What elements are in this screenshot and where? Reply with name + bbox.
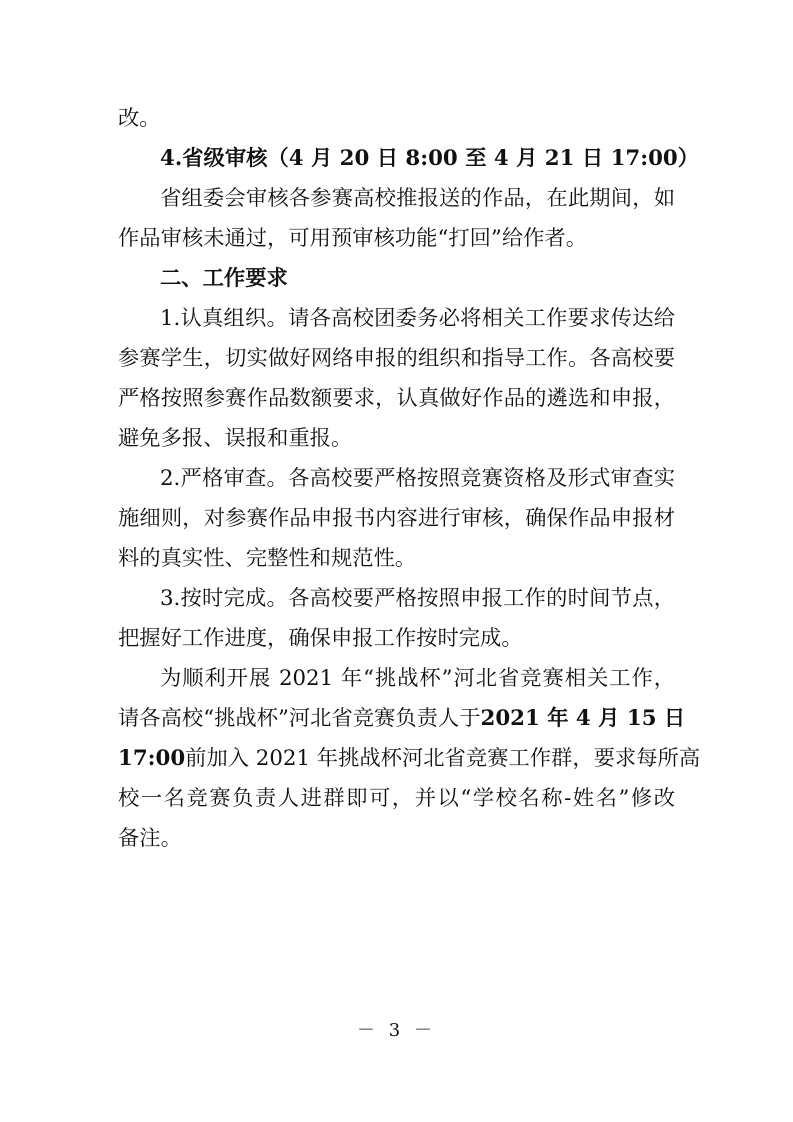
- text-line: 省组委会审核各参赛高校推报送的作品，在此期间，如: [160, 186, 675, 211]
- section-heading: 4.省级审核（4 月 20 日 8:00 至 4 月 21 日 17:00）: [160, 146, 700, 171]
- text-line: [118, 744, 701, 774]
- text-line: 料的真实性、完整性和规范性。: [118, 546, 417, 571]
- text-line: 校一名竞赛负责人进群即可，并以“学校名称-姓名”修改: [118, 786, 675, 811]
- text-line: 3.按时完成。各高校要严格按照申报工作的时间节点，: [160, 586, 675, 611]
- text-line: 严格按照参赛作品数额要求，认真做好作品的遴选和申报，: [118, 386, 675, 411]
- deadline-date: 2021 年 4 月 15 日: [480, 706, 686, 731]
- deadline-time: 17:00: [118, 746, 186, 771]
- text-segment: 请各高校“挑战杯”河北省竞赛负责人于: [118, 706, 481, 731]
- text-line: 1.认真组织。请各高校团委务必将相关工作要求传达给: [160, 306, 675, 331]
- text-segment: 前加入 2021 年挑战杯河北省竞赛工作群，要求每所高: [185, 746, 701, 771]
- text-line: 避免多报、误报和重报。: [118, 426, 353, 451]
- text-line: 为顺利开展 2021 年“挑战杯”河北省竞赛相关工作，: [160, 666, 675, 691]
- text-line: 施细则，对参赛作品申报书内容进行审核，确保作品申报材: [118, 506, 675, 531]
- section-heading: 二、工作要求: [160, 266, 288, 291]
- text-line: [118, 704, 686, 734]
- text-line: 备注。: [118, 826, 182, 851]
- text-line: 2.严格审查。各高校要严格按照竞赛资格及形式审查实: [160, 466, 675, 491]
- text-line: 作品审核未通过，可用预审核功能“打回”给作者。: [118, 226, 588, 251]
- text-line: 参赛学生，切实做好网络申报的组织和指导工作。各高校要: [118, 346, 675, 371]
- text-line: 改。: [118, 106, 161, 131]
- text-line: 把握好工作进度，确保申报工作按时完成。: [118, 626, 523, 651]
- page-number: － 3 －: [357, 1020, 436, 1041]
